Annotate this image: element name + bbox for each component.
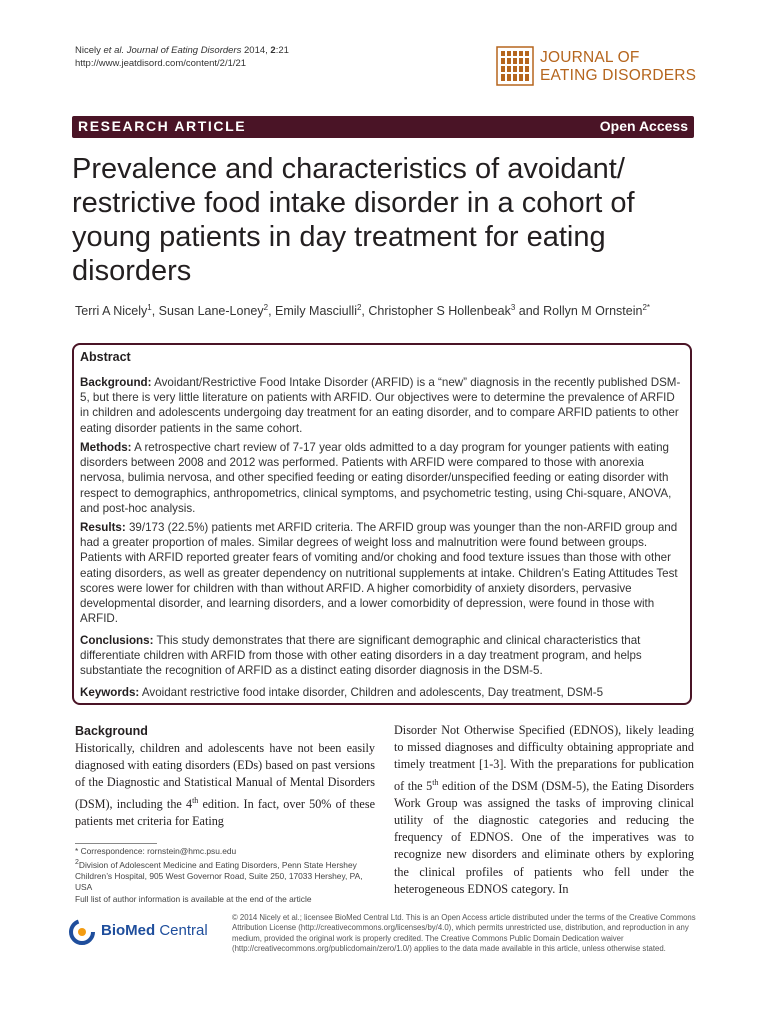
citation-header [75,44,289,70]
author [159,304,275,318]
affiliation-text: Division of Adolescent Medicine and Eating Disorders, Penn State Hershey Children’s Hospital, 905 West Governor Road, Suite 250, 17033 Hershey, PA, USA [75,860,363,893]
section-heading-background: Background [75,724,148,738]
author-list [75,300,695,319]
author [275,304,368,318]
citation-authors: Nicely [75,45,101,56]
author-name: Rollyn M Ornstein [543,304,643,319]
abstract-methods-text: A retrospective chart review of 7-17 year olds admitted to a day program for younger patients with eating disorders between 2008 and 2012 was performed. Patients with ARFID were compared to those with anorexia nervosa, bulimia nervosa, and other specified feeding or eating disorder/unspecified feeding or eating disorder with respect to demographics, anthropometrics, clinical symptoms, and psychometric testing, using Chi-square, ANOVA, and post-hoc analysis. [80,441,672,515]
body-left-text-1: Historically, children and adolescents have not been easily diagnosed with eating disorders (EDs) based on past versions of the Diagnostic and Statistical Manual of Mental Disorders (DSM), including the 4 [75,741,375,811]
article-type-label: RESEARCH ARTICLE [78,118,247,134]
author [543,304,650,318]
citation-volume: 2 [270,45,276,56]
author-affiliation-sup: 3 [510,303,516,312]
abstract-heading: Abstract [80,350,131,364]
biomed-wordmark-bold: BioMed [101,922,156,939]
citation-line [75,44,289,57]
author-info-note: Full list of author information is available at the end of the article [75,893,312,904]
author-name: Terri A Nicely [75,304,148,319]
affiliation [75,857,375,893]
article-title: Prevalence and characteristics of avoidant/ restrictive food intake disorder in a cohort of young patients in day treatment for eating disorders [72,153,635,287]
citation-year: 2014, [244,45,268,56]
abstract-background-label: Background: [80,376,152,389]
biomed-central-logo [68,918,228,946]
abstract-results [80,520,684,626]
abstract-methods [80,440,684,516]
abstract-methods-label: Methods: [80,441,132,454]
author [368,304,543,318]
author-affiliation-sup: 2* [642,303,650,312]
body-right-paragraph [394,722,694,898]
open-access-label: Open Access [599,118,688,134]
author-name: Emily Masciulli [275,304,357,319]
abstract-keywords-label: Keywords: [80,686,140,699]
footnote-divider [75,843,157,844]
biomed-central-swirl-icon [68,918,98,946]
abstract-conclusions-label: Conclusions: [80,634,154,647]
abstract-results-text: 39/173 (22.5%) patients met ARFID criteria. The ARFID group was younger than the non-ARFID group and had a greater proportion of males. Similar degrees of weight loss and malnutrition were found between groups. Patients with ARFID reported greater fears of vomiting and/or choking and food texture issues than those with other eating disorders, as well as greater dependency on nutritional supplements at intake. Children’s Eating Attitudes Test scores were lower for children with than without ARFID. A higher comorbidity of anxiety disorders, pervasive developmental disorder, and learning disorders, and a lower comorbidity of depression, were found in those with ARFID. [80,521,678,626]
body-right-text-1: Disorder Not Otherwise Specified (EDNOS), likely leading to missed diagnoses and difficulty obtaining appropriate and timely treatment [1-3]. With the preparations for publication of the 5 [394,723,694,793]
author-name: Christopher S Hollenbeak [368,304,511,319]
journal-logo-line2: EATING DISORDERS [540,67,697,84]
journal-logo-mark-icon [496,46,534,86]
article-type-banner [72,116,694,138]
abstract-conclusions [80,633,684,679]
body-right-text-2: edition of the DSM (DSM-5), the Eating Disorders Work Group was assigned the tasks of improving clinical utility of the diagnostic categories and reducing the frequency of EDNOS. One of the imperatives was to recognize new disorders and eliminate others by exploring the clinical profiles of patients who fell under the heterogeneous EDNOS category. In [394,778,694,896]
citation-article: :21 [275,45,289,56]
article-url[interactable]: http://www.jeatdisord.com/content/2/1/21 [75,58,247,69]
footnote [75,846,375,905]
author-affiliation-sup: 1 [147,303,152,312]
abstract-background [80,375,684,436]
abstract-results-label: Results: [80,521,126,534]
body-left-paragraph [75,740,375,830]
biomed-wordmark-regular: Central [155,922,208,939]
citation-etal: et al. [103,45,125,56]
body-left-sup: th [192,795,199,805]
author-affiliation-sup: 2 [263,303,269,312]
correspondence-email[interactable]: * Correspondence: rornstein@hmc.psu.edu [75,846,237,856]
author-separator: , [151,304,159,319]
body-right-sup: th [432,777,439,787]
abstract-conclusions-text: This study demonstrates that there are significant demographic and clinical characteristics that differentiate children with ARFID from those with other eating disorders in a day treatment program, and helps substantiate the recognition of ARFID as a distinct eating disorder diagnosis in the DSM-5. [80,634,642,678]
body-left-text-2: edition. In fact, over 50% of these patients met criteria for Eating [75,796,375,828]
citation-journal: Journal of Eating Disorders [126,45,242,56]
journal-logo-text [540,49,696,85]
author-separator: , [361,304,369,319]
journal-logo [496,46,701,88]
author-separator: , [268,304,276,319]
journal-logo-line1: JOURNAL OF [540,49,640,66]
author-separator: and [515,304,544,319]
abstract-keywords [80,685,684,700]
affiliation-sup: 2 [75,859,79,867]
abstract-background-text: Avoidant/Restrictive Food Intake Disorder (ARFID) is a “new” diagnosis in the recently published DSM-5, but there is very little literature on patients with ARFID. Our objectives were to determine the prevalence of ARFID in children and adolescents undergoing day treatment for an eating disorder, and to compare ARFID patients to other eating disorder patients in the same cohort. [80,376,681,435]
author-affiliation-sup: 2 [356,303,362,312]
author [75,304,159,318]
biomed-central-wordmark [101,922,208,939]
abstract-keywords-text: Avoidant restrictive food intake disorder, Children and adolescents, Day treatment, DSM-5 [141,686,604,699]
author-name: Susan Lane-Loney [158,304,264,319]
license-statement: © 2014 Nicely et al.; licensee BioMed Central Ltd. This is an Open Access article distributed under the terms of the Creative Commons Attribution License (http://creativecommons.org/licenses/by/4.0), which permits unrestricted use, distribution, and reproduction in any medium, provided the original work is properly credited. The Creative Commons Public Domain Dedication waiver (http://creativecommons.org/publicdomain/zero/1.0/) applies to the data made available in this article, unless otherwise stated. [232,913,696,954]
